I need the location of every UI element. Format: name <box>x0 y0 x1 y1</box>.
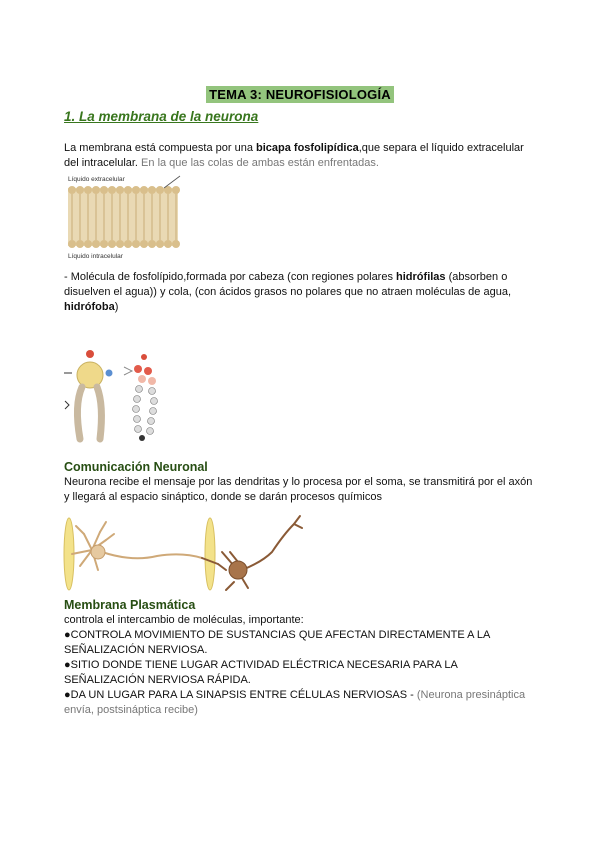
neurons-figure <box>62 512 307 594</box>
intracellular-label: Líquido intracelular <box>68 253 123 260</box>
bullet-item: ●CONTROLA MOVIMIENTO DE SUSTANCIAS QUE AFECTAN DIRECTAMENTE A LA SEÑALIZACIÓN NERVIOSA. <box>64 629 490 656</box>
neuron-1 <box>72 522 202 570</box>
bold-term-hidrofoba: hidrófoba <box>64 301 115 313</box>
section-heading-membrana-plasmatica: Membrana Plasmática <box>64 598 196 612</box>
bilayer-figure <box>64 170 184 264</box>
text: ) <box>114 301 119 313</box>
text: ●DA UN LUGAR PARA LA SINAPSIS ENTRE CÉLULAS NERVIOSAS - <box>64 689 417 701</box>
muted-text: En la que las colas de ambas están enfrentadas. <box>138 157 379 169</box>
paragraph-fosfolipido <box>64 270 534 315</box>
intro-line: controla el intercambio de moléculas, importante: <box>64 614 304 626</box>
bullet-item: ●SITIO DONDE TIENE LUGAR ACTIVIDAD ELÉCTRICA NECESARIA PARA LA SEÑALIZACIÓN NERVIOSA RÁPIDA. <box>64 659 458 686</box>
title-wrap <box>0 86 600 104</box>
paragraph-bicapa <box>64 141 534 171</box>
section-heading-membrana: 1. La membrana de la neurona <box>64 109 259 124</box>
bold-term-bicapa: bicapa fosfolipídica <box>256 142 359 154</box>
bullet-item <box>64 688 534 718</box>
extracellular-label: Líquido extracelular <box>68 176 125 183</box>
page-title: TEMA 3: NEUROFISIOLOGÍA <box>206 86 394 103</box>
paragraph-comunicacion: Neurona recibe el mensaje por las dendritas y lo procesa por el soma, se transmitirá por el axón y llegará al espacio sináptico, donde se darán procesos químicos <box>64 476 533 503</box>
text: ,que separa el líquido extracelular del intracelular. <box>64 142 524 169</box>
text: (absorben o disuelven el agua)) y cola, (con ácidos grasos no polares que no atraen moléculas de agua, <box>64 271 511 298</box>
bold-term-hidrofilas: hidrófilas <box>396 271 446 283</box>
neuron-2 <box>202 516 302 590</box>
paragraph-membrana-plasmatica <box>64 613 534 718</box>
muted-text: (Neurona presináptica envía, postsináptica recibe) <box>64 689 526 716</box>
text: - Molécula de fosfolípido,formada por cabeza (con regiones polares <box>64 271 397 283</box>
section-heading-comunicacion: Comunicación Neuronal <box>64 460 208 474</box>
space-filling-model <box>133 354 158 441</box>
text: La membrana está compuesta por una <box>64 142 257 154</box>
phospholipid-figure <box>62 345 172 445</box>
